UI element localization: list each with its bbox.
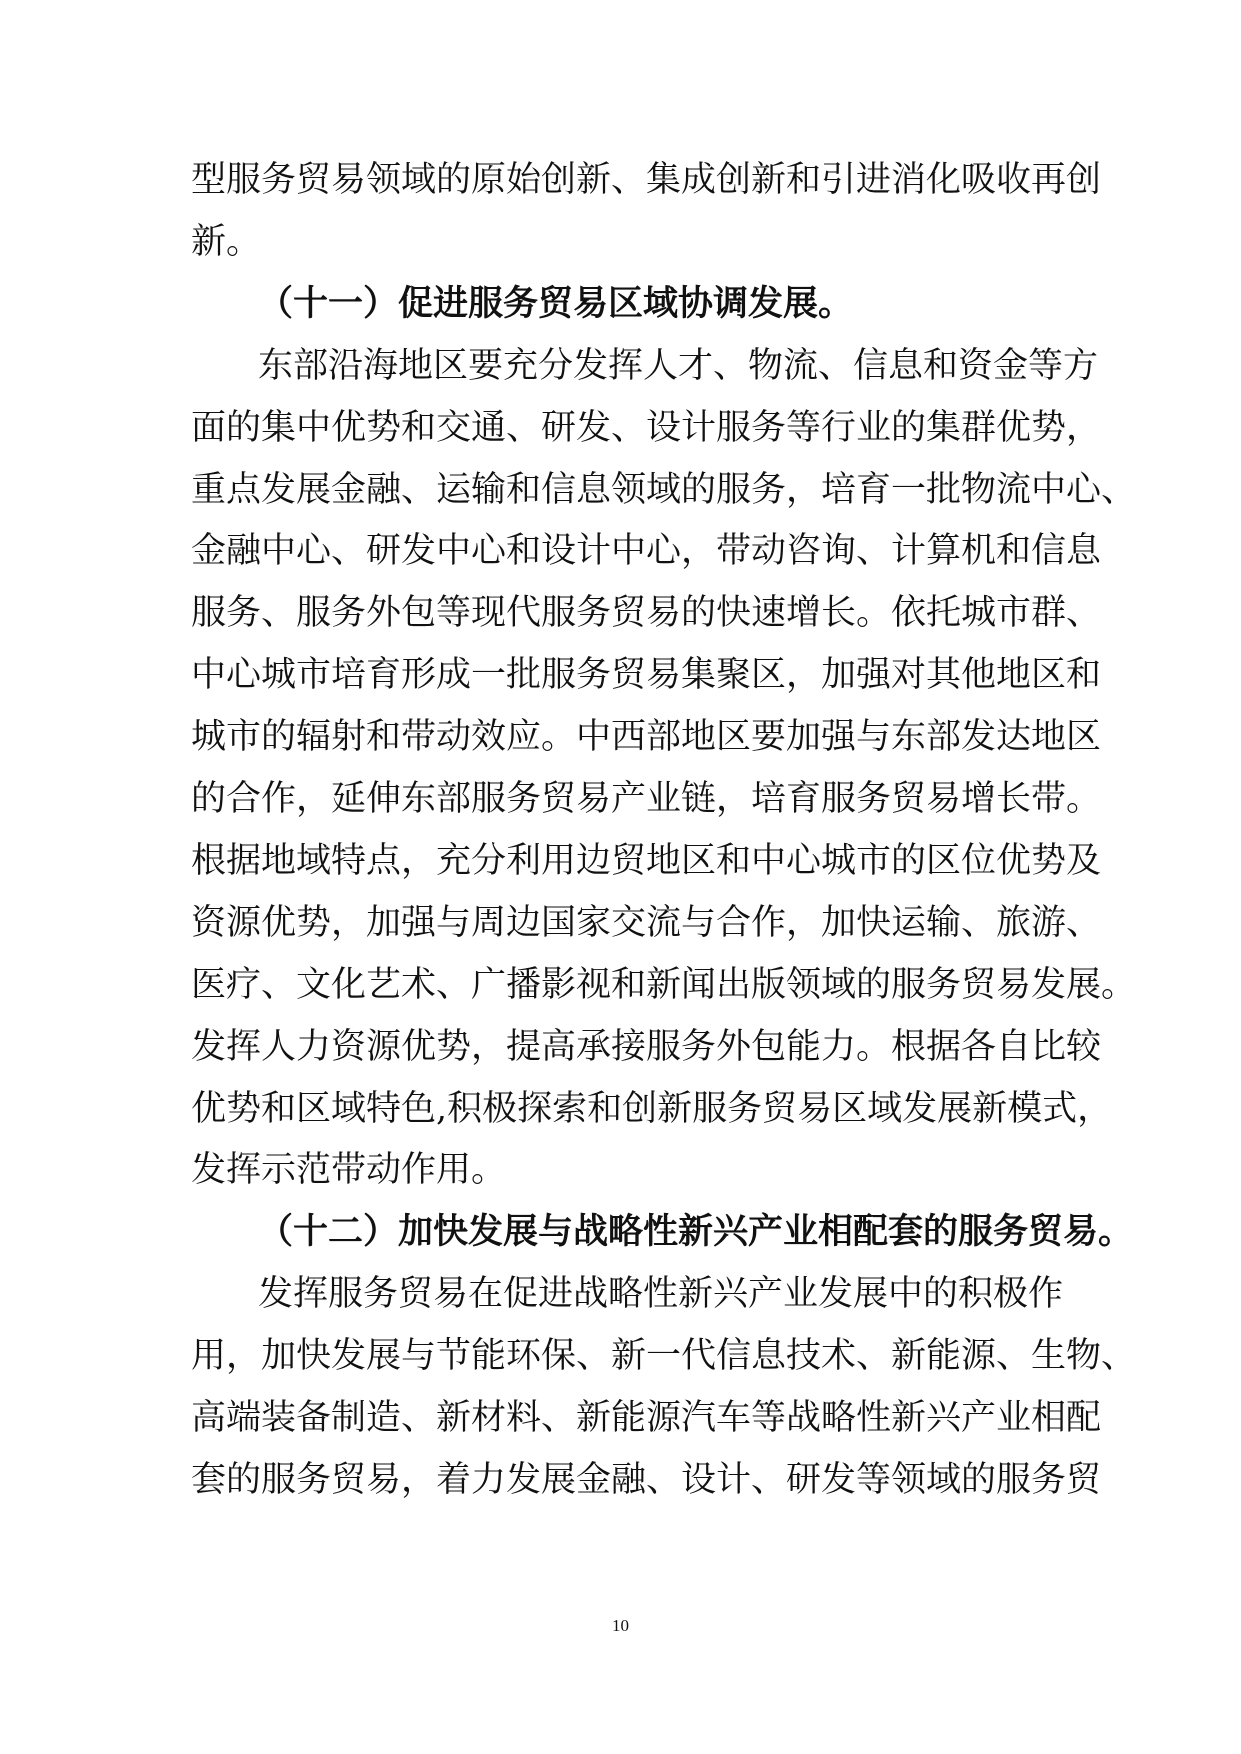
paragraph-line: 高端装备制造、新材料、新能源汽车等战略性新兴产业相配 (191, 1398, 1102, 1438)
paragraph-line: 优势和区域特色,积极探索和创新服务贸易区域发展新模式， (191, 1088, 1113, 1129)
paragraph-line: 套的服务贸易，着力发展金融、设计、研发等领域的服务贸 (191, 1459, 1102, 1500)
paragraph-line: 服务、服务外包等现代服务贸易的快速增长。依托城市群、 (191, 593, 1102, 634)
paragraph-line: 新。 (191, 221, 262, 262)
paragraph-line: 金融中心、研发中心和设计中心，带动咨询、计算机和信息 (191, 531, 1102, 572)
paragraph-line: 根据地域特点，充分利用边贸地区和中心城市的区位优势及 (191, 840, 1102, 881)
paragraph-line: 医疗、文化艺术、广播影视和新闻出版领域的服务贸易发展。 (191, 964, 1137, 1005)
paragraph-line: 用，加快发展与节能环保、新一代信息技术、新能源、生物、 (191, 1336, 1137, 1377)
paragraph-line: 型服务贸易领域的原始创新、集成创新和引进消化吸收再创 (191, 160, 1102, 200)
paragraph-line: 城市的辐射和带动效应。中西部地区要加强与东部发达地区 (191, 717, 1102, 758)
paragraph-line: 发挥人力资源优势，提高承接服务外包能力。根据各自比较 (191, 1026, 1102, 1067)
paragraph-first-line: 东部沿海地区要充分发挥人才、物流、信息和资金等方 (258, 345, 1099, 386)
paragraph-line: 资源优势，加强与周边国家交流与合作，加快运输、旅游、 (191, 902, 1102, 943)
paragraph-line: 发挥示范带动作用。 (191, 1150, 507, 1191)
paragraph-first-line: 发挥服务贸易在促进战略性新兴产业发展中的积极作 (258, 1274, 1064, 1315)
paragraph-line: 重点发展金融、运输和信息领域的服务，培育一批物流中心、 (191, 469, 1137, 510)
paragraph-line: 面的集中优势和交通、研发、设计服务等行业的集群优势， (191, 407, 1102, 448)
paragraph-line: 的合作，延伸东部服务贸易产业链，培育服务贸易增长带。 (191, 779, 1102, 819)
section-heading: （十二）加快发展与战略性新兴产业相配套的服务贸易。 (258, 1212, 1134, 1253)
page-number: 10 (612, 1616, 629, 1635)
paragraph-line: 中心城市培育形成一批服务贸易集聚区，加强对其他地区和 (191, 655, 1102, 696)
section-heading: （十一）促进服务贸易区域协调发展。 (258, 283, 854, 324)
